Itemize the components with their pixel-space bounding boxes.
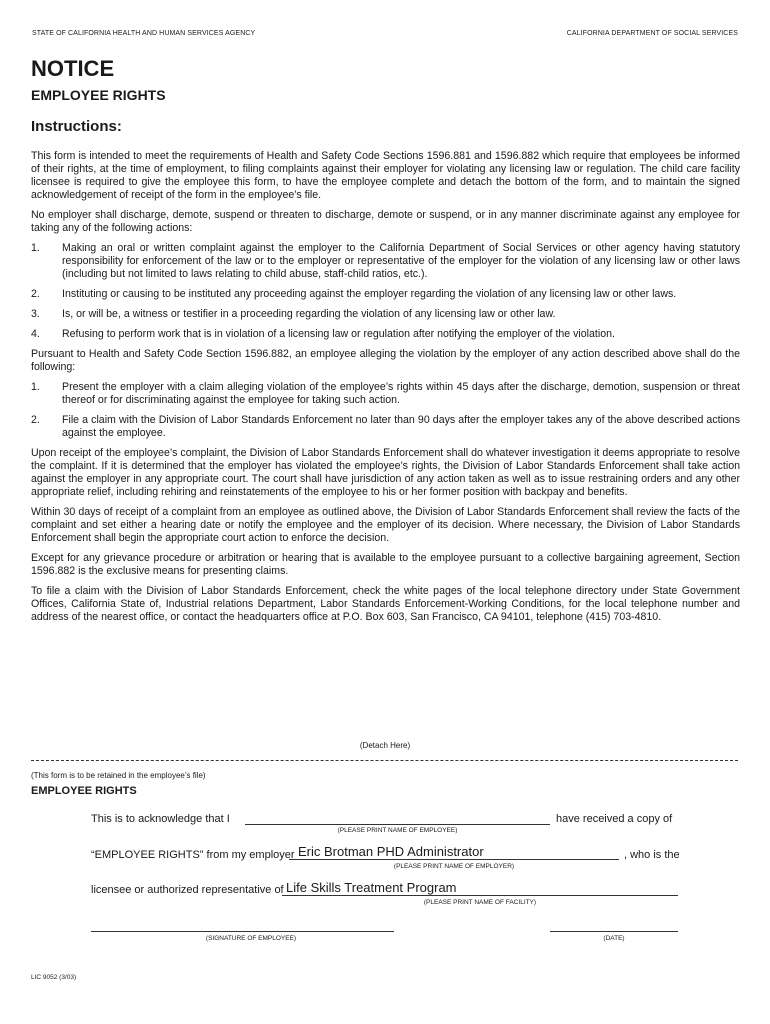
detach-line xyxy=(31,760,738,761)
form-number: LIC 9052 (3/03) xyxy=(31,974,77,981)
ack-line3-prefix: licensee or authorized representative of xyxy=(91,884,284,896)
list-text: Instituting or causing to be instituted any proceeding against the employer regarding the violation of any licensing law or other laws. xyxy=(62,288,677,300)
detach-label: (Detach Here) xyxy=(359,741,411,750)
list-item xyxy=(31,242,740,281)
ack-line1-prefix: This is to acknowledge that I xyxy=(91,813,230,825)
ack-line2-prefix: “EMPLOYEE RIGHTS” from my employer xyxy=(91,849,295,861)
date-field[interactable] xyxy=(550,931,678,932)
paragraph-no-discrimination: No employer shall discharge, demote, suspend or threaten to discharge, demote or suspend, or in any manner discriminate against any employee for taking any of the following actions: xyxy=(31,209,740,234)
employee-signature-field[interactable] xyxy=(91,931,394,932)
list-item xyxy=(31,414,740,440)
list-text: Making an oral or written complaint against the employer to the California Department of Social Services or other agency having statutory responsibility for enforcement of the law or to the employer or representative of the employer for the violation of any licensing law or other laws (including but not limited to laws relating to child abuse, staff-child ratios, etc.). xyxy=(62,242,740,280)
acknowledgement-heading: EMPLOYEE RIGHTS xyxy=(31,785,137,797)
paragraph-exclusive-means: Except for any grievance procedure or arbitration or hearing that is available to the employee pursuant to a collective bargaining agreement, Section 1596.882 is the exclusive means for presenting claims. xyxy=(31,552,740,577)
paragraph-pursuant: Pursuant to Health and Safety Code Section 1596.882, an employee alleging the violation by the employer of any action described above shall do the following: xyxy=(31,348,740,373)
list-number: 3. xyxy=(31,308,40,320)
list-number: 2. xyxy=(31,288,40,300)
agency-header-right: CALIFORNIA DEPARTMENT OF SOCIAL SERVICES xyxy=(566,30,738,37)
paragraph-investigation: Upon receipt of the employee’s complaint, the Division of Labor Standards Enforcement shall do whatever investigation it deems appropriate to resolve the complaint. If it is determined that the employer has violated the employee’s rights, the Division of Labor Standards Enforcement shall take action against the employer in any appropriate court. The court shall have jurisdiction of any action taken as well as to issue restraining orders and any other appropriate relief, including rehiring and reinstatements of the employee to his or her former position with backpay and benefits. xyxy=(31,447,740,498)
list-number: 4. xyxy=(31,328,40,340)
facility-name-field[interactable] xyxy=(282,895,678,896)
instructions-body xyxy=(31,150,740,631)
list-text: File a claim with the Division of Labor Standards Enforcement no later than 90 days after the employer takes any of the above described actions against the employee. xyxy=(62,414,740,439)
list-item xyxy=(31,288,740,301)
list-item xyxy=(31,328,740,341)
signature-caption: (SIGNATURE OF EMPLOYEE) xyxy=(205,935,297,942)
employer-name-value: Eric Brotman PHD Administrator xyxy=(298,844,484,859)
page-title: NOTICE xyxy=(31,56,115,81)
list-text: Refusing to perform work that is in violation of a licensing law or regulation after notifying the employer of the violation. xyxy=(62,328,615,340)
employee-name-caption: (PLEASE PRINT NAME OF EMPLOYEE) xyxy=(337,827,458,834)
employer-name-caption: (PLEASE PRINT NAME OF EMPLOYER) xyxy=(393,863,515,870)
ack-line1-suffix: have received a copy of xyxy=(556,813,673,825)
list-item xyxy=(31,381,740,407)
paragraph-requirements: This form is intended to meet the requirements of Health and Safety Code Sections 1596.881 and 1596.882 which require that employees be informed of their rights, at the time of employment, to filing complaints against their employer for violating any licensing law or regulation. The child care facility licensee is required to give the employee this form, to have the employee complete and detach the bottom of the form, and to maintain the signed acknowledgement of receipt of the form in the employee’s file. xyxy=(31,150,740,201)
list-number: 1. xyxy=(31,242,40,254)
date-caption: (DATE) xyxy=(603,935,625,942)
page-subtitle: EMPLOYEE RIGHTS xyxy=(31,87,166,103)
list-text: Is, or will be, a witness or testifier in a proceeding regarding the violation of any licensing law or other law. xyxy=(62,308,556,320)
facility-name-caption: (PLEASE PRINT NAME OF FACILITY) xyxy=(423,899,537,906)
list-text: Present the employer with a claim alleging violation of the employee’s rights within 45 days after the discharge, demotion, suspension or threat thereof or for discriminating against the employee for taking such action. xyxy=(62,381,740,406)
agency-header-left: STATE OF CALIFORNIA HEALTH AND HUMAN SERVICES AGENCY xyxy=(32,30,256,37)
employer-name-field[interactable] xyxy=(289,859,619,860)
list-number: 2. xyxy=(31,414,40,426)
ack-line2-suffix: , who is the xyxy=(624,849,680,861)
paragraph-review: Within 30 days of receipt of a complaint from an employee as outlined above, the Division of Labor Standards Enforcement shall review the facts of the complaint and set either a hearing date or notify the employee and the employer of its decision. Where necessary, the Division of Labor Standards Enforcement shall begin the appropriate court action to enforce the decision. xyxy=(31,506,740,544)
list-number: 1. xyxy=(31,381,40,393)
list-item xyxy=(31,308,740,321)
paragraph-file-claim: To file a claim with the Division of Labor Standards Enforcement, check the white pages of the local telephone directory under State Government Offices, California State of, Industrial relations Department, Labor Standards Enforcement-Working Conditions, for the local telephone number and address of the nearest office, or contact the headquarters office at P.O. Box 603, San Francisco, CA 94101, telephone (415) 703-4810. xyxy=(31,585,740,623)
retain-note: (This form is to be retained in the employee’s file) xyxy=(31,771,206,780)
instructions-heading: Instructions: xyxy=(31,118,122,135)
facility-name-value: Life Skills Treatment Program xyxy=(286,880,457,895)
employee-name-field[interactable] xyxy=(245,824,550,825)
